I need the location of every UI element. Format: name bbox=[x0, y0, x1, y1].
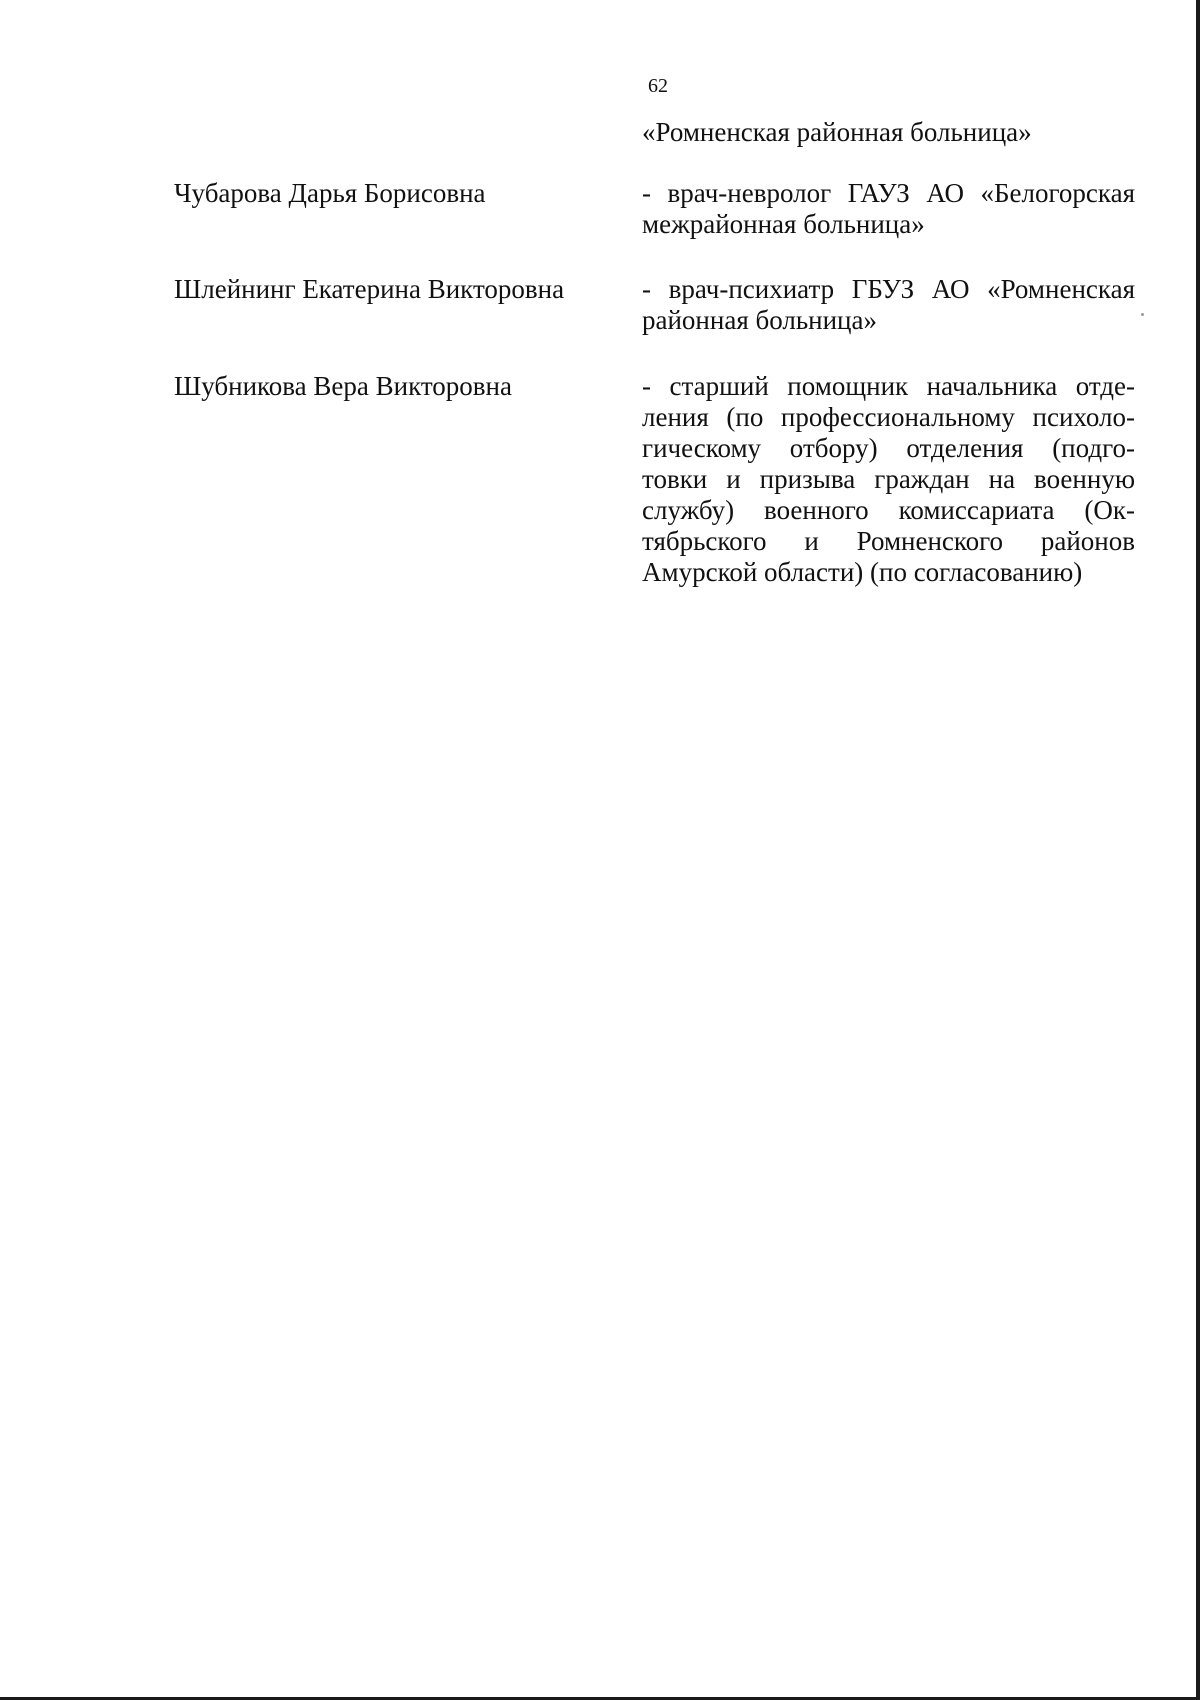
position-line: - врач-психиатр ГБУЗ АО «Ромненская bbox=[642, 274, 1135, 304]
position-line: гическому отбору) отделения (подго- bbox=[642, 433, 1135, 463]
position-line: межрайонная больница» bbox=[642, 209, 925, 239]
position-line: районная больница» bbox=[642, 305, 877, 335]
page-number: 62 bbox=[648, 75, 668, 97]
scan-edge-right bbox=[1196, 0, 1200, 1700]
person-position bbox=[642, 274, 1135, 336]
person-position bbox=[642, 178, 1135, 240]
position-line: ления (по профессиональному психоло- bbox=[642, 402, 1135, 432]
person-name: Чубарова Дарья Борисовна bbox=[174, 178, 486, 208]
scan-speck bbox=[1141, 313, 1144, 316]
position-line: Амурской области) (по согласованию) bbox=[642, 557, 1083, 587]
position-line: - врач-невролог ГАУЗ АО «Белогорская bbox=[642, 178, 1135, 208]
person-name: Шубникова Вера Викторовна bbox=[174, 371, 512, 401]
position-line: - старший помощник начальника отде- bbox=[642, 371, 1135, 401]
continuation-text: «Ромненская районная больница» bbox=[642, 117, 1032, 147]
person-name: Шлейнинг Екатерина Викторовна bbox=[174, 274, 565, 304]
person-position bbox=[642, 371, 1135, 588]
position-line: службу) военного комиссариата (Ок- bbox=[642, 495, 1135, 525]
position-line: тябрьского и Ромненского районов bbox=[642, 526, 1135, 556]
position-line: товки и призыва граждан на военную bbox=[642, 464, 1135, 494]
